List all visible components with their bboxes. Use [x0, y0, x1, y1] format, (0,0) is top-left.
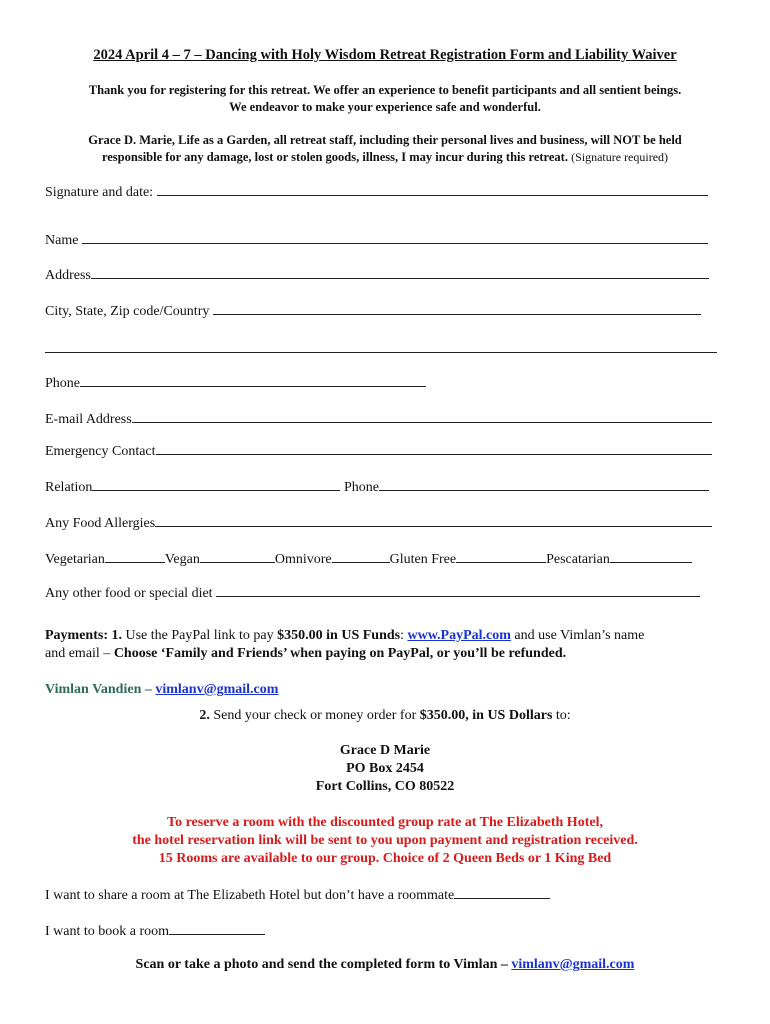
payment-step-1-text: Use the PayPal link to pay — [125, 628, 274, 643]
payment-step-1-number: 1. — [111, 628, 122, 643]
book-room-label: I want to book a room — [45, 924, 170, 939]
contact-name: Vimlan Vandien – — [45, 682, 152, 697]
address-extra-line[interactable] — [45, 352, 717, 353]
relation-line[interactable] — [92, 478, 340, 491]
diet-omnivore-label: Omnivore — [274, 552, 332, 567]
name-label: Name — [45, 233, 79, 248]
emergency-field[interactable] — [45, 442, 712, 460]
payment-line-2 — [45, 646, 566, 662]
payment-step-2-number: 2. — [199, 708, 210, 723]
hotel-line-2: the hotel reservation link will be sent to you upon payment and registration received. — [132, 833, 638, 848]
allergies-field[interactable] — [45, 514, 712, 532]
thanks-line-2: We endeavor to make your experience safe and wonderful. — [229, 100, 541, 114]
relation-field[interactable] — [45, 478, 709, 496]
contact-email-link[interactable]: vimlanv@gmail.com — [155, 682, 279, 697]
email-field[interactable] — [45, 410, 712, 428]
diet-pescatarian-line[interactable] — [610, 550, 692, 563]
hotel-line-1: To reserve a room with the discounted group rate at The Elizabeth Hotel, — [167, 815, 603, 830]
payments-label: Payments: — [45, 628, 108, 643]
footer-email-link[interactable]: vimlanv@gmail.com — [511, 957, 635, 972]
mailing-name: Grace D Marie — [339, 743, 431, 758]
payment-colon: : — [400, 628, 404, 643]
address-label: Address — [45, 268, 91, 283]
payment-step-2 — [0, 708, 770, 724]
payment-line-1 — [45, 628, 644, 644]
waiver-line-2 — [0, 150, 770, 165]
address-field[interactable] — [45, 266, 709, 284]
diet-gluten-free-line[interactable] — [456, 550, 546, 563]
other-diet-label: Any other food or special diet — [45, 586, 213, 601]
emergency-label: Emergency Contact — [45, 444, 156, 459]
name-field[interactable] — [45, 231, 708, 249]
other-diet-field[interactable] — [45, 584, 700, 602]
relation-phone-label: Phone — [343, 480, 379, 495]
payment-amount-2: $350.00, in US Dollars — [419, 708, 553, 723]
book-room-line[interactable] — [169, 922, 265, 935]
signature-label: Signature and date: — [45, 185, 154, 200]
footer-text: Scan or take a photo and send the completed form to Vimlan – — [135, 957, 508, 972]
mailing-box: PO Box 2454 — [346, 761, 424, 776]
relation-label: Relation — [45, 480, 93, 495]
email-label: E-mail Address — [45, 412, 132, 427]
payment-step-1-tail: and use Vimlan’s name — [514, 628, 645, 643]
phone-line[interactable] — [80, 374, 426, 387]
contact-line — [45, 682, 278, 698]
diet-pescatarian-label: Pescatarian — [546, 552, 610, 567]
signature-line[interactable] — [157, 183, 708, 196]
diet-vegetarian-line[interactable] — [105, 550, 165, 563]
phone-field[interactable] — [45, 374, 426, 392]
signature-field[interactable] — [45, 183, 708, 201]
waiver-text: responsible for any damage, lost or stolen goods, illness, I may incur during this retreat. — [101, 150, 568, 164]
payment-amount-1: $350.00 in US Funds — [277, 628, 401, 643]
thanks-line-1: Thank you for registering for this retreat. We offer an experience to benefit participants and all sentient beings. — [88, 83, 682, 97]
emergency-line[interactable] — [156, 442, 712, 455]
city-field[interactable] — [45, 302, 701, 320]
diet-vegan-label: Vegan — [164, 552, 200, 567]
mailing-city: Fort Collins, CO 80522 — [315, 779, 455, 794]
share-room-field[interactable] — [45, 886, 550, 904]
share-room-label: I want to share a room at The Elizabeth Hotel but don’t have a roommate — [45, 888, 455, 903]
city-line[interactable] — [213, 302, 701, 315]
signature-required-note: (Signature required) — [571, 150, 669, 164]
diet-options — [45, 550, 692, 568]
diet-vegetarian-label: Vegetarian — [45, 552, 105, 567]
address-line[interactable] — [91, 266, 709, 279]
email-line[interactable] — [132, 410, 712, 423]
allergies-line[interactable] — [155, 514, 712, 527]
footer-instruction — [0, 957, 770, 973]
payment-step-2-text: Send your check or money order for — [213, 708, 417, 723]
diet-vegan-line[interactable] — [200, 550, 275, 563]
relation-phone-line[interactable] — [379, 478, 709, 491]
payment-instruction: Choose ‘Family and Friends’ when paying on PayPal, or you’ll be refunded. — [113, 646, 567, 661]
waiver-line-1: Grace D. Marie, Life as a Garden, all retreat staff, including their personal lives and business, will NOT be held — [88, 133, 682, 147]
other-diet-line[interactable] — [216, 584, 700, 597]
phone-label: Phone — [45, 376, 80, 391]
payment-line-2-prefix: and email – — [45, 646, 111, 661]
diet-gluten-free-label: Gluten Free — [389, 552, 457, 567]
share-room-line[interactable] — [454, 886, 550, 899]
form-title: 2024 April 4 – 7 – Dancing with Holy Wisdom Retreat Registration Form and Liability Waiver — [93, 47, 677, 63]
hotel-line-3: 15 Rooms are available to our group. Choice of 2 Queen Beds or 1 King Bed — [158, 851, 612, 866]
city-label: City, State, Zip code/Country — [45, 304, 210, 319]
payment-step-2-tail: to: — [555, 708, 571, 723]
name-line[interactable] — [82, 231, 708, 244]
book-room-field[interactable] — [45, 922, 265, 940]
diet-omnivore-line[interactable] — [332, 550, 390, 563]
paypal-link[interactable]: www.PayPal.com — [407, 628, 511, 643]
allergies-label: Any Food Allergies — [45, 516, 156, 531]
